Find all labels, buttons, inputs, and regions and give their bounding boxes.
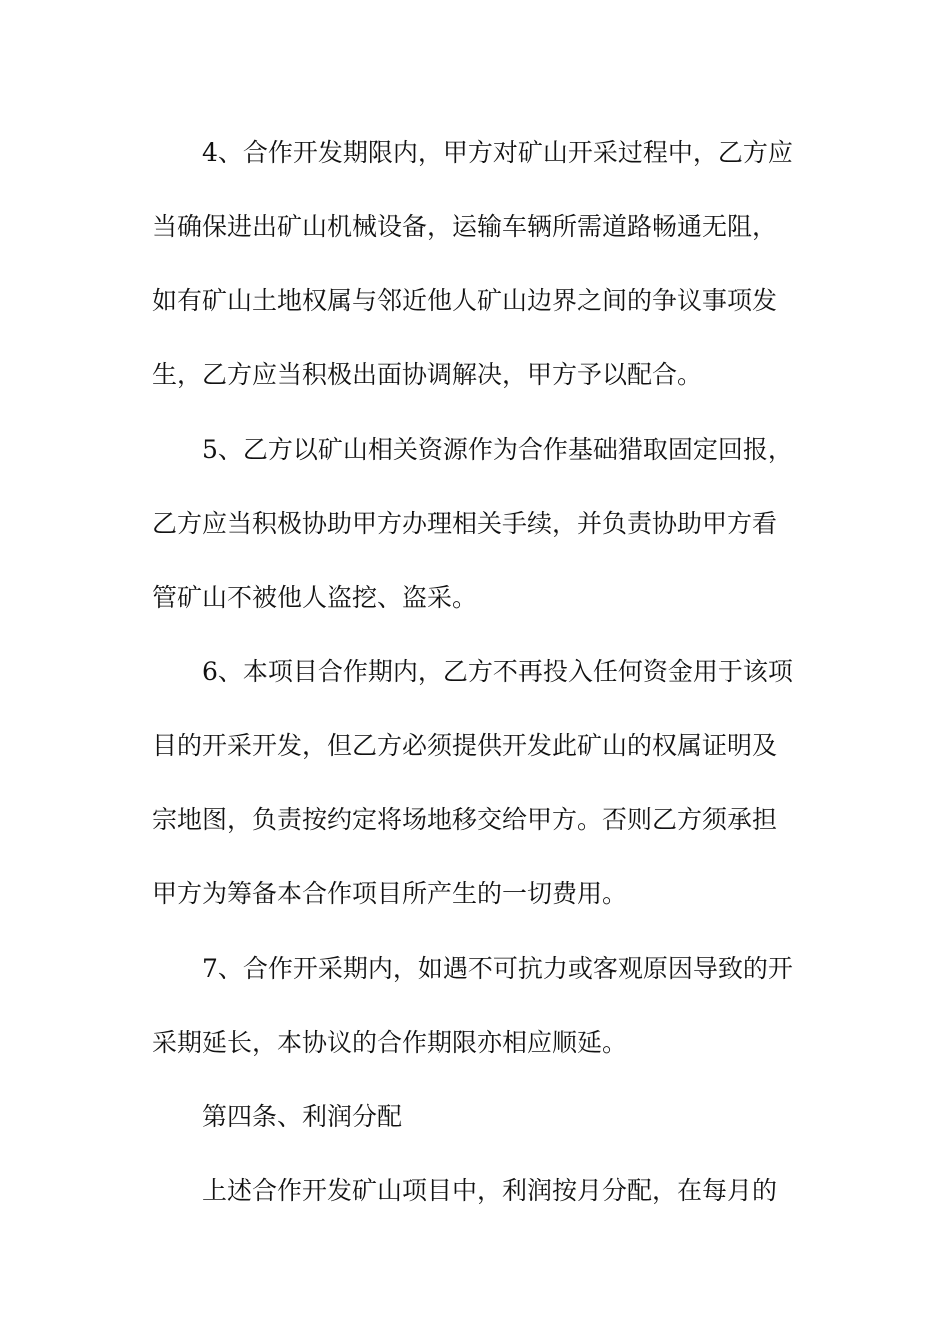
paragraph-profit-line-1: 上述合作开发矿山项目中，利润按月分配，在每月的 (202, 1176, 778, 1205)
paragraph-6-line-4: 甲方为筹备本合作项目所产生的一切费用。 (152, 879, 628, 908)
paragraph-6-line-2: 目的开采开发，但乙方必须提供开发此矿山的权属证明及 (152, 731, 778, 760)
paragraph-5-line-1: 5、乙方以矿山相关资源作为合作基础猎取固定回报， (202, 435, 793, 464)
paragraph-6-line-1: 6、本项目合作期内，乙方不再投入任何资金用于该项 (202, 657, 793, 686)
paragraph-4-line-2: 当确保进出矿山机械设备，运输车辆所需道路畅通无阻， (152, 212, 778, 241)
paragraph-5-line-3: 管矿山不被他人盗挖、盗采。 (152, 583, 478, 612)
paragraph-4-line-4: 生，乙方应当积极出面协调解决，甲方予以配合。 (152, 360, 703, 389)
paragraph-7-line-2: 采期延长，本协议的合作期限亦相应顺延。 (152, 1028, 628, 1057)
paragraph-4-line-1: 4、合作开发期限内，甲方对矿山开采过程中，乙方应 (202, 138, 793, 167)
paragraph-4-line-3: 如有矿山土地权属与邻近他人矿山边界之间的争议事项发 (152, 286, 778, 315)
section-heading-article-4: 第四条、利润分配 (202, 1102, 403, 1131)
paragraph-5-line-2: 乙方应当积极协助甲方办理相关手续，并负责协助甲方看 (152, 509, 778, 538)
paragraph-6-line-3: 宗地图，负责按约定将场地移交给甲方。否则乙方须承担 (152, 805, 778, 834)
paragraph-7-line-1: 7、合作开采期内，如遇不可抗力或客观原因导致的开 (202, 954, 793, 983)
